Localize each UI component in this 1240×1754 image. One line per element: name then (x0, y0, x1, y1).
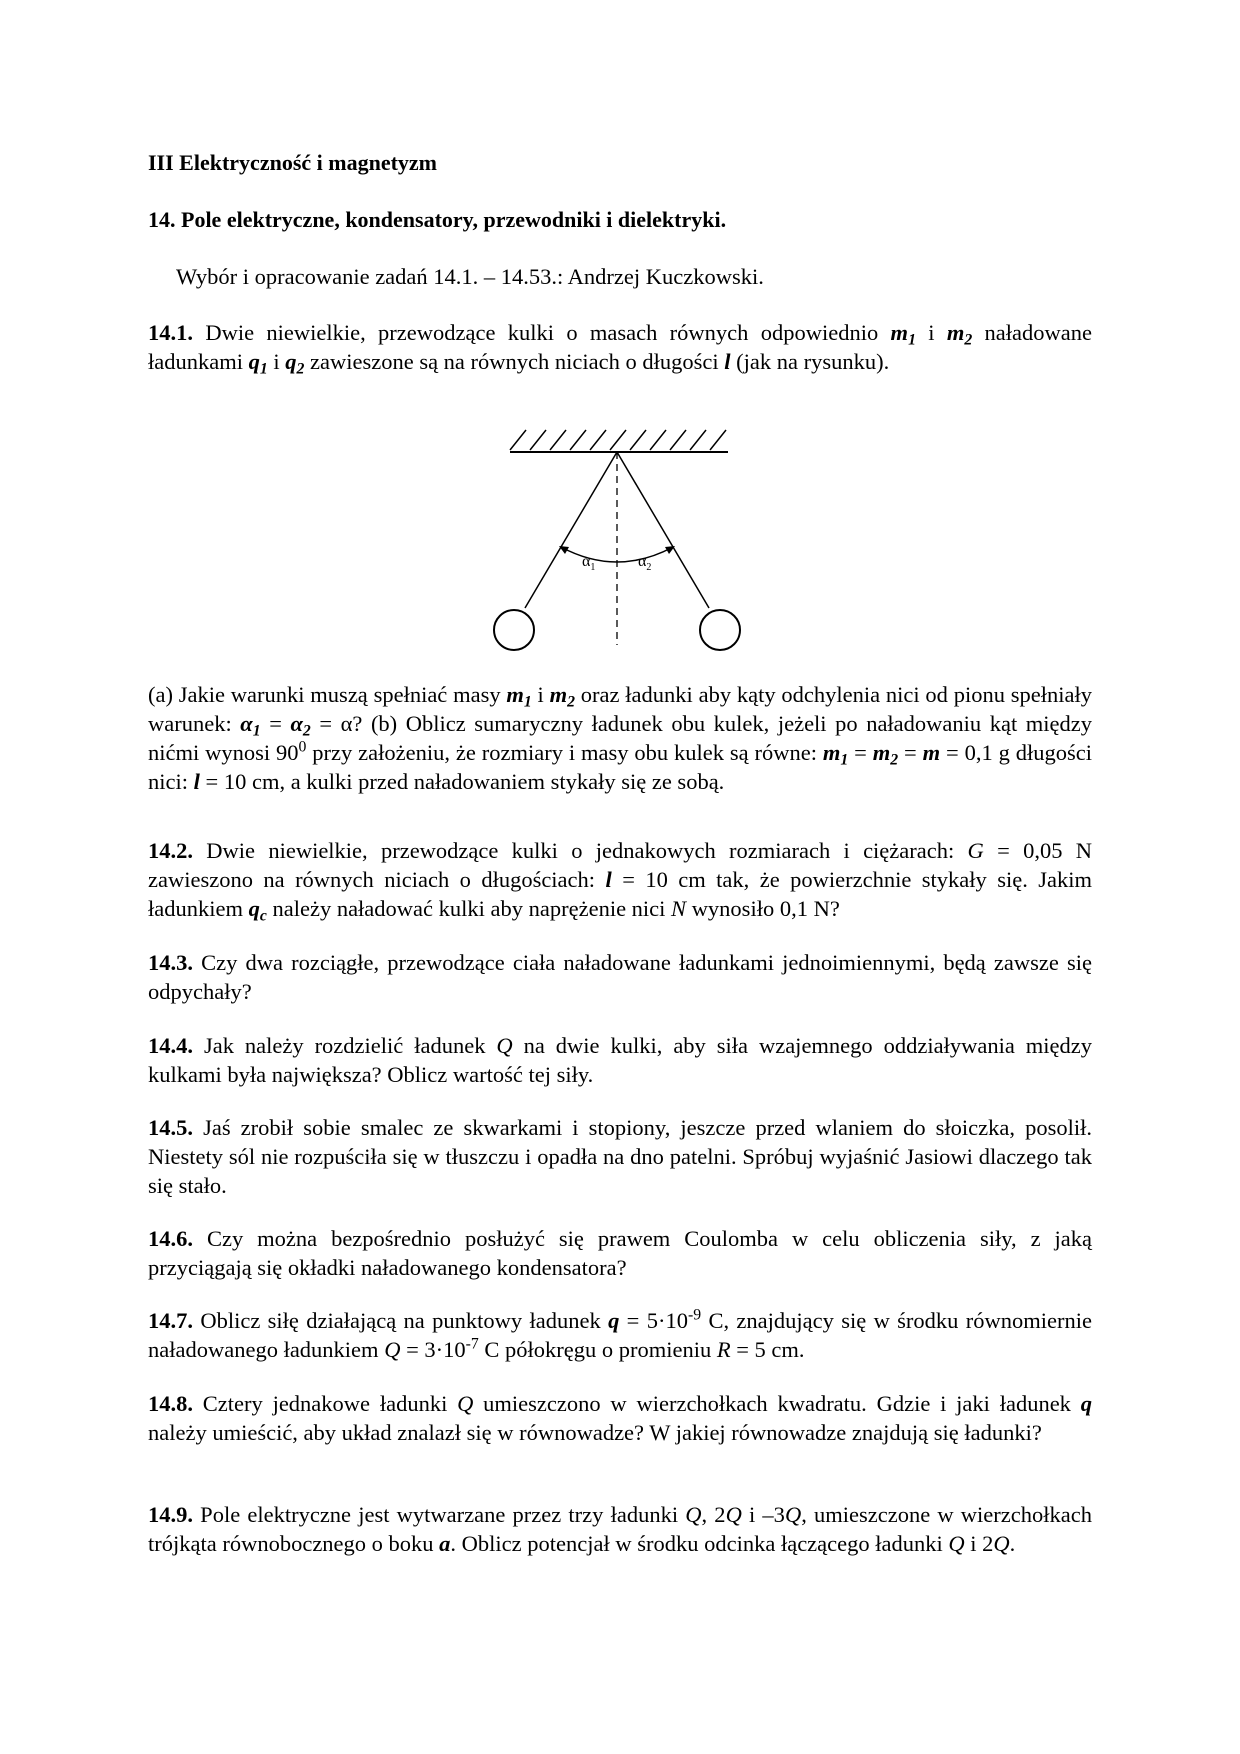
right-thread (617, 452, 709, 608)
problem-number: 14.9. (148, 1502, 193, 1527)
problem-number: 14.4. (148, 1033, 193, 1058)
problem-14-6: 14.6. Czy można bezpośrednio posłużyć się prawem Coulomba w celu obliczenia siły, z jaką przyciągają się okładki naładowanego kondensatora? (148, 1226, 1092, 1280)
problem-14-2: 14.2. Dwie niewielkie, przewodzące kulki o jednakowych rozmiarach i ciężarach: G = 0,05 N zawieszono na równych niciach o długościach: l = 10 cm tak, że powierzchnie stykały się. Jakim ładunkiem $q_c$ należy naładować kulki aby naprężenie nici N wynosiło 0,1 N? (148, 838, 1092, 925)
problem-14-5: 14.5. Jaś zrobił sobie smalec ze skwarkami i stopiony, jeszcze przed wlaniem do słoiczka, posolił. Niestety sól nie rozpuściła się w tłuszczu i opadła na dno patelni. Spróbuj wyjaśnić Jasiowi dlaczego tak się stało. (148, 1115, 1092, 1198)
problem-number: 14.8. (148, 1391, 193, 1416)
left-thread (525, 452, 617, 608)
section-title: III Elektryczność i magnetyzm (148, 150, 438, 175)
problem-14-1-questions: (a) Jakie warunki muszą spełniać masy $m_1$ i $m_2$ oraz ładunki aby kąty odchylenia nici od pionu spełniały warunek: $\alpha_1 = \alpha_2 = \alpha$? (b) Oblicz sumaryczny ładunek obu kulek, jeżeli po naładowaniu kąt między nićmi wynosi $90^0$ przy założeniu, że rozmiary i masy obu kulek są równe: $m_1 = m_2 = m = 0,1$ g długości nici: l = 10 cm, a kulki przed naładowaniem stykały się ze sobą. (148, 682, 1093, 794)
pendulum-figure (490, 420, 750, 660)
alpha1-label: $\alpha_1$ (582, 553, 596, 573)
problem-number: 14.7. (148, 1308, 193, 1333)
problem-14-1: 14.1. Dwie niewielkie, przewodzące kulki o masach równych odpowiednio $m_1$ i $m_2$ naładowane ładunkami $q_1$ i $q_2$ zawieszone są na równych niciach o długości l (jak na rysunku). (148, 320, 1092, 378)
credits-line: Wybór i opracowanie zadań 14.1. – 14.53.: Andrzej Kuczkowski. (176, 264, 764, 289)
problem-14-8: 14.8. Cztery jednakowe ładunki Q umieszczono w wierzchołkach kwadratu. Gdzie i jaki ładunek q należy umieścić, aby układ znalazł się w równowadze? W jakiej równowadze znajdują się ładunki? (148, 1391, 1092, 1445)
problem-number: 14.6. (148, 1226, 193, 1251)
problem-number: 14.3. (148, 950, 193, 975)
problem-14-3: 14.3. Czy dwa rozciągłe, przewodzące ciała naładowane ładunkami jednoimiennymi, będą zawsze się odpychały? (148, 950, 1092, 1004)
alpha2-label: $\alpha_2$ (638, 553, 652, 573)
problem-14-9: 14.9. Pole elektryczne jest wytwarzane przez trzy ładunki Q, 2Q i –3Q, umieszczone w wierzchołkach trójkąta równobocznego o boku a. Oblicz potencjał w środku odcinka łączącego ładunki Q i 2Q. (148, 1502, 1092, 1556)
right-ball (700, 610, 740, 650)
ceiling-hatching (510, 430, 726, 450)
left-ball (494, 610, 534, 650)
problem-14-7: 14.7. Oblicz siłę działającą na punktowy ładunek $q = 5\cdot 10^{-9}$ C, znajdujący się w środku równomiernie naładowanego ładunkiem $Q = 3\cdot 10^{-7}$ C półokręgu o promieniu R = 5 cm. (148, 1306, 1092, 1362)
problem-14-4: 14.4. Jak należy rozdzielić ładunek Q na dwie kulki, aby siła wzajemnego oddziaływania między kulkami była największa? Oblicz wartość tej siły. (148, 1033, 1092, 1087)
problem-number: 14.1. (148, 320, 193, 345)
problem-number: 14.2. (148, 838, 193, 863)
chapter-title: 14. Pole elektryczne, kondensatory, przewodniki i dielektryki. (148, 207, 727, 232)
problem-number: 14.5. (148, 1115, 193, 1140)
